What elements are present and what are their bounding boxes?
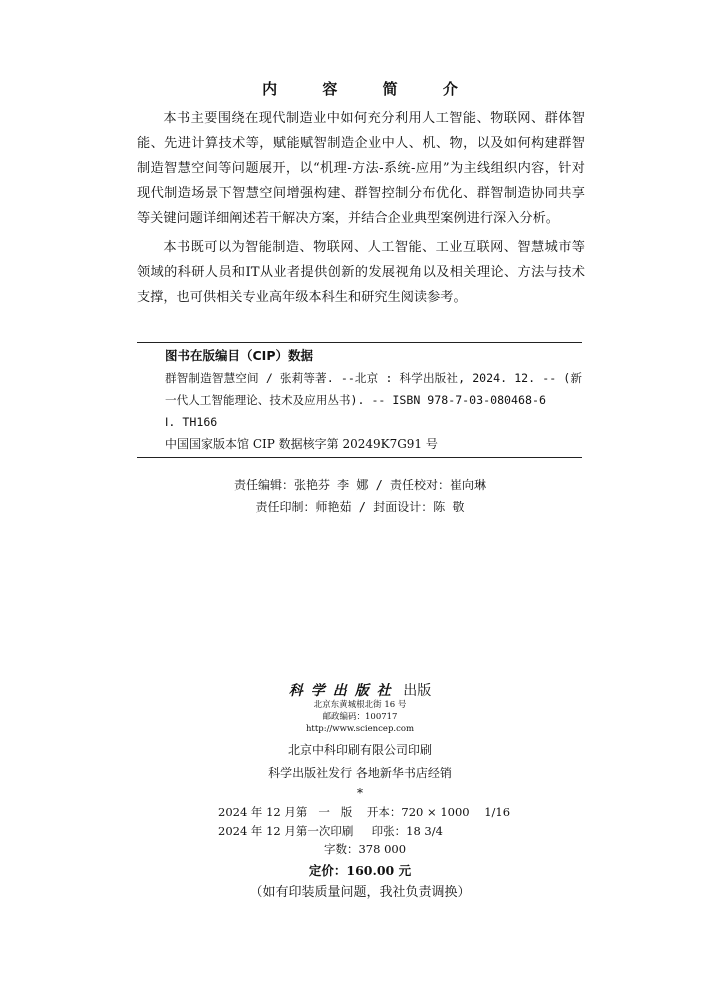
staff-line-editors: 责任编辑：张艳芬 李 娜 / 责任校对：崔向琳: [233, 478, 487, 492]
cip-classification: Ⅰ. TH166: [165, 415, 218, 429]
summary-title: 内 容 简 介: [262, 80, 478, 98]
publisher-postcode: 邮政编码：100717: [322, 712, 398, 722]
word-count: 字数：378 000: [323, 842, 407, 856]
price: 定价：160.00 元: [308, 863, 412, 878]
publisher-address: 北京东黄城根北街 16 号: [313, 700, 407, 710]
edition-line-2: 2024 年 12 月第一次印刷 印张：18 3/4: [218, 824, 443, 838]
edition-line-1: 2024 年 12 月第 一 版 开本：720 × 1000 1/16: [218, 805, 511, 819]
publisher-url: http://www.sciencep.com: [305, 724, 415, 734]
staff-line-production: 责任印制：师艳茹 / 封面设计：陈 敬: [255, 500, 465, 514]
publisher-name: 科学出版社: [288, 683, 399, 699]
separator-star: *: [357, 786, 363, 800]
printer-line: 北京中科印刷有限公司印刷: [287, 743, 432, 757]
cip-approval-number: 中国国家版本馆 CIP 数据核字第 20249K7G91 号: [165, 437, 438, 451]
publisher-suffix: 出版: [403, 683, 432, 699]
distribution-line: 科学出版社发行 各地新华书店经销: [268, 766, 452, 780]
cip-heading: 图书在版编目（CIP）数据: [165, 348, 313, 363]
cip-block: [137, 342, 582, 458]
summary-paragraph-1: 本书主要围绕在现代制造业中如何充分利用人工智能、物联网、群体智能、先进计算技术等，赋能赋智制造企业中人、机、物，以及如何构建群智制造智慧空间等问题展开，以“机理-方法-系统-应用”为主线组织内容，针对现代制造场景下智慧空间增强构建、群智控制分布优化、群智制造协同共享等关键问题详细阐述若干解决方案，并结合企业典型案例进行深入分析。: [137, 111, 585, 226]
publisher-line: [0, 680, 720, 700]
quality-note: （如有印装质量问题，我社负责调换）: [249, 885, 471, 900]
cip-bottom-rule: [137, 457, 582, 458]
cip-entry: 群智制造智慧空间 / 张莉等著. --北京 : 科学出版社, 2024. 12. -- (新一代人工智能理论、技术及应用丛书). -- ISBN 978-7-03-080468-6: [165, 371, 582, 407]
summary-paragraph-2: 本书既可以为智能制造、物联网、人工智能、工业互联网、智慧城市等领域的科研人员和IT从业者提供创新的发展视角以及相关理论、方法与技术支撑，也可供相关专业高年级本科生和研究生阅读参考。: [137, 240, 585, 305]
cip-top-rule: [137, 342, 582, 343]
